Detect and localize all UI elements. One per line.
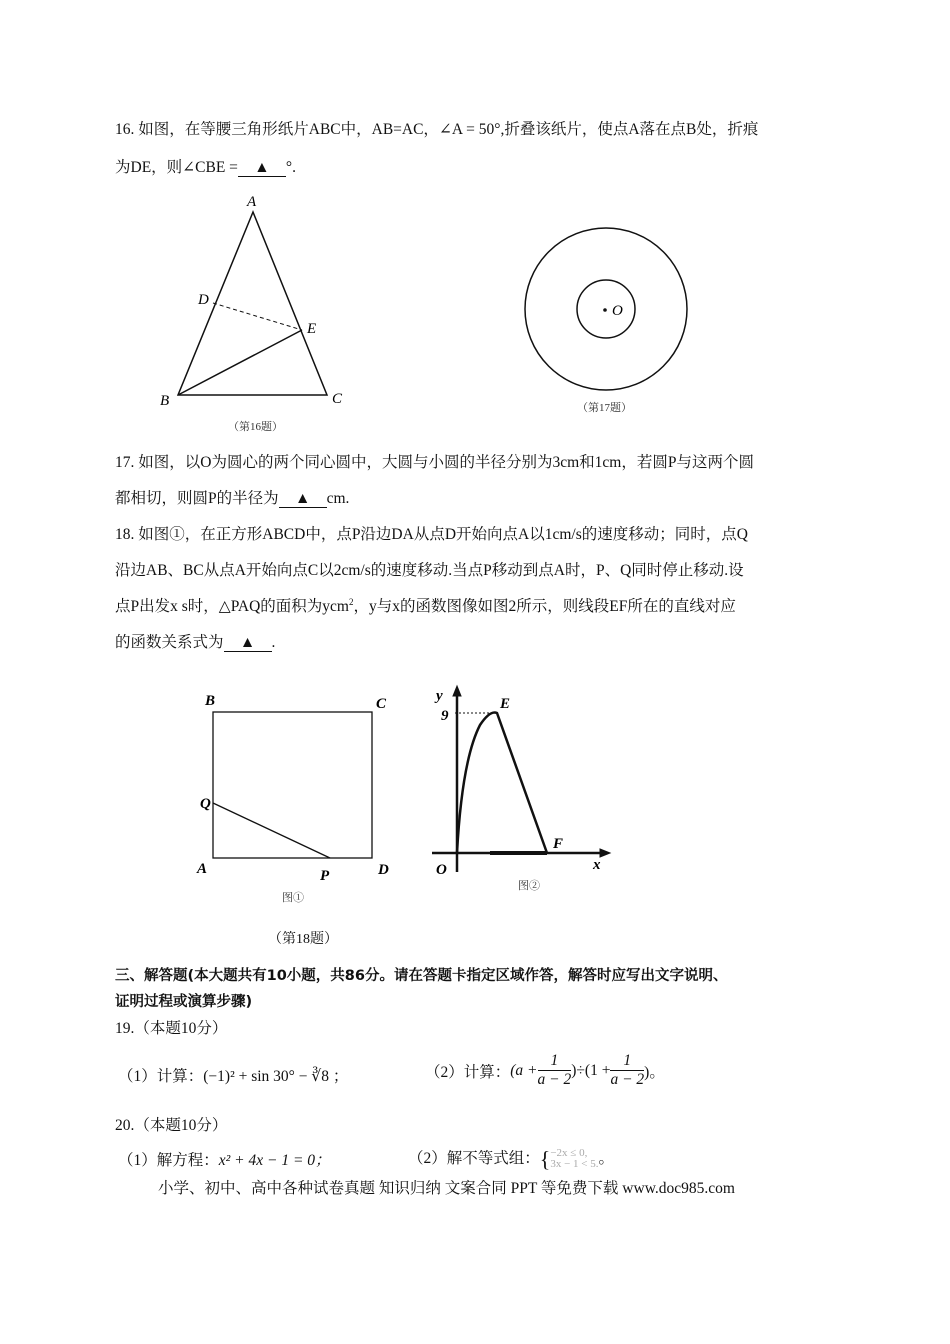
q19-p1-expr: (−1)² + sin 30° − ∛8 ；	[203, 1068, 349, 1085]
q17-text: 都相切，则圆P的半径为	[115, 490, 279, 507]
square-labels	[196, 693, 389, 884]
q19-p1-label: （1）计算：	[118, 1068, 204, 1085]
fraction: $\frac{1}{a - 2}$	[537, 1052, 572, 1088]
q18-line1: 18. 如图①，在正方形ABCD中，点P沿边DA从点D开始向点A以1cm/s的速度移动；同时，点Q	[115, 526, 748, 543]
q20-p2-end: 。	[598, 1150, 615, 1167]
fig17-caption: （第17题）	[577, 402, 632, 414]
q16-line1: 16. 如图，在等腰三角形纸片ABC中，AB=AC，∠A = 50°,折叠该纸片，使点A落在点B处，折痕	[115, 121, 759, 138]
label-e: E	[307, 321, 317, 337]
footer: 小学、初中、高中各种试卷真题 知识归纳 文案合同 PPT 等免费下载 www.doc985.com	[158, 1180, 735, 1197]
q20-part2: （2）解不等式组：{−2x ≤ 0, 3x − 1 < 5.。	[408, 1146, 615, 1172]
q20-part1	[118, 1148, 331, 1170]
q18-text-2: ，y与x的函数图像如图2所示，则线段EF所在的直线对应	[353, 598, 736, 615]
q19-p2-a: (a +	[510, 1061, 538, 1079]
label-b: B	[160, 393, 170, 409]
inequality-system: −2x ≤ 0, 3x − 1 < 5.	[550, 1147, 599, 1171]
svg-text:B: B	[205, 693, 216, 709]
q16-text-end: °.	[285, 159, 296, 176]
q17-line2	[115, 486, 349, 508]
square-figure	[213, 712, 372, 858]
svg-text:x: x	[593, 857, 601, 873]
svg-text:O: O	[436, 862, 447, 878]
q18-line4	[115, 630, 275, 652]
q18-line3	[115, 594, 736, 616]
label-o: O	[612, 303, 623, 319]
label-d: D	[198, 292, 209, 308]
svg-text:E: E	[500, 696, 511, 712]
q16-text: 为DE，则∠CBE =	[115, 159, 238, 176]
q20-p1-label: （1）解方程：	[118, 1152, 219, 1169]
svg-text:P: P	[320, 868, 330, 884]
graph-labels	[434, 688, 601, 878]
svg-text:A: A	[197, 861, 208, 877]
q18-text: 点P出发x s时，△PAQ的面积为ycm	[115, 598, 349, 615]
svg-text:C: C	[376, 696, 387, 712]
section3-line1: 三、解答题(本大题共有10小题，共86分。请在答题卡指定区域作答，解答时应写出文字说明、	[115, 968, 728, 984]
q18-text-end: .	[271, 634, 276, 651]
q20-p2-label: （2）解不等式组：	[408, 1150, 540, 1167]
fig18-caption: （第18题）	[268, 932, 338, 947]
q19-p2-end: )。	[644, 1063, 665, 1081]
label-a: A	[247, 194, 257, 210]
q17-line1: 17. 如图，以O为圆心的两个同心圆中，大圆与小圆的半径分别为3cm和1cm，若圆P与这两个圆	[115, 454, 754, 471]
q19-title: 19.（本题10分）	[115, 1020, 228, 1037]
q19-part1	[118, 1064, 348, 1086]
answer-blank: ▲	[279, 491, 327, 508]
svg-text:y: y	[436, 688, 443, 704]
superscript: 2	[348, 596, 354, 607]
triangle-labels	[160, 194, 343, 409]
q18-text-3: 的函数关系式为	[115, 634, 224, 651]
fraction: $\frac{1}{a - 2}$	[610, 1052, 645, 1088]
function-graph	[432, 686, 610, 872]
q17-text-end: cm.	[326, 490, 350, 507]
svg-text:D: D	[378, 862, 389, 878]
q20-title: 20.（本题10分）	[115, 1117, 228, 1134]
svg-text:Q: Q	[200, 796, 211, 812]
center-point	[603, 308, 607, 312]
svg-text:F: F	[553, 836, 564, 852]
answer-blank: ▲	[238, 160, 286, 177]
q19-p2-mid: )÷(1 +	[571, 1061, 611, 1079]
q19-part2	[425, 1052, 665, 1089]
section3-line2: 证明过程或演算步骤)	[115, 994, 253, 1010]
fig2-caption: 图②	[518, 880, 540, 892]
answer-blank: ▲	[224, 635, 272, 652]
q18-line2: 沿边AB、BC从点A开始向点C以2cm/s的速度移动.当点P移动到点A时，P、Q同时停止移动.设	[115, 562, 744, 579]
svg-text:9: 9	[441, 708, 449, 724]
q19-p2-label: （2）计算：	[425, 1063, 511, 1081]
label-c: C	[332, 391, 343, 407]
fig1-caption: 图①	[282, 892, 304, 904]
q20-p1-expr: x² + 4x − 1 = 0；	[218, 1152, 331, 1169]
fig16-caption: （第16题）	[228, 421, 283, 433]
